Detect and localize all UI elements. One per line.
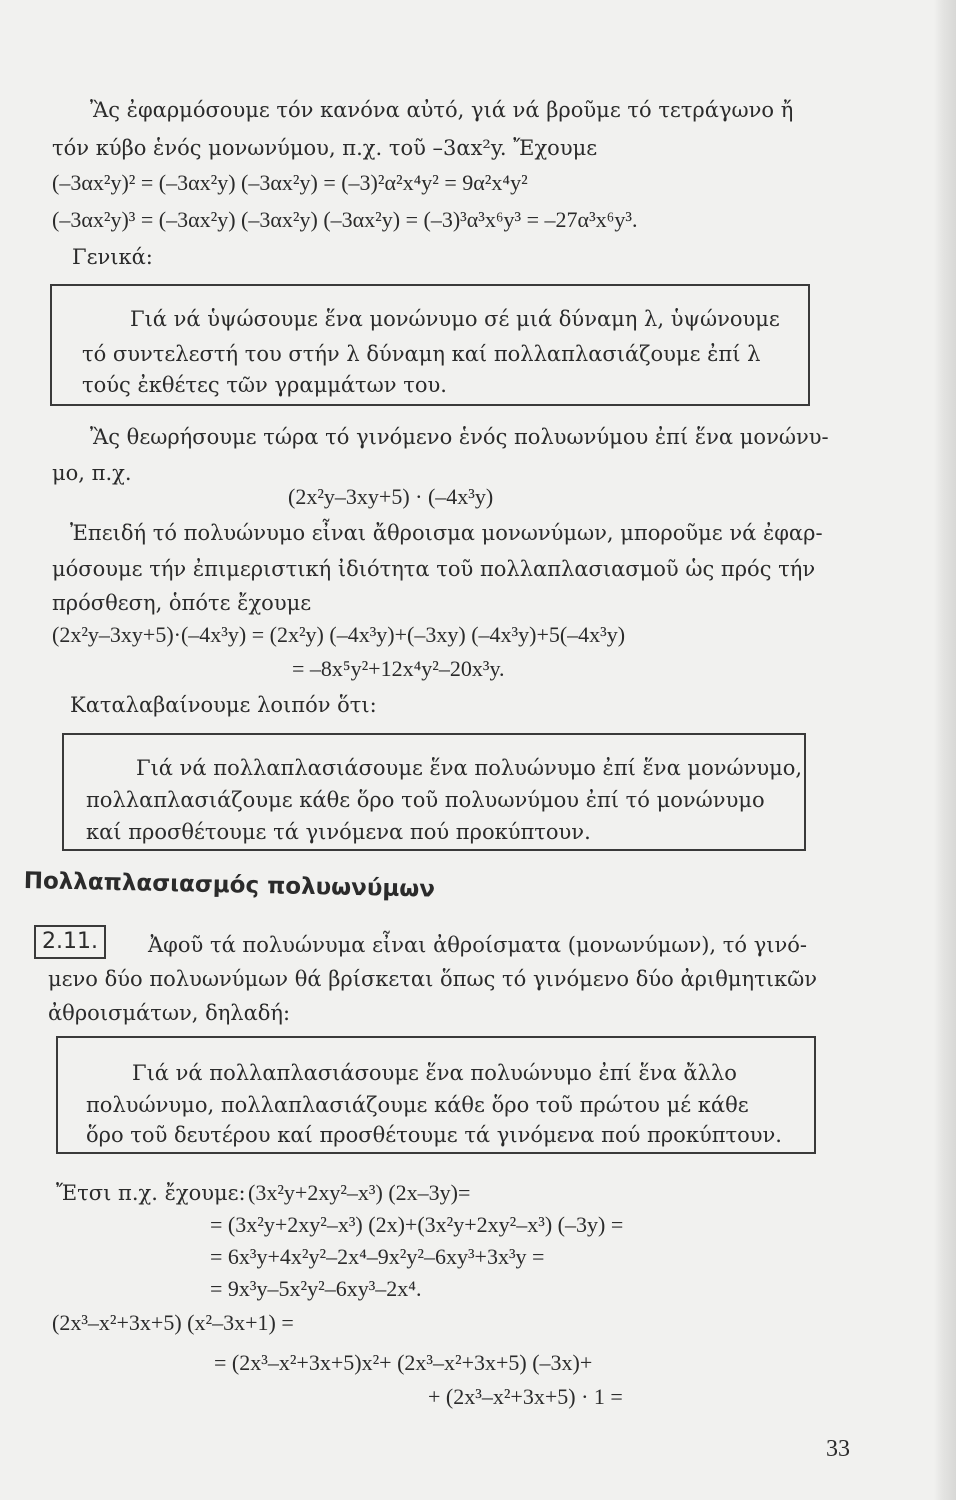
poly-mono-line-2: μο, π.χ.	[52, 461, 132, 485]
poly-mono-line-3: Ἐπειδή τό πολυώνυμο εἶναι ἄθροισμα μονωνύμων, μποροῦμε νά ἐφαρ-	[70, 521, 823, 545]
poly-mono-line-4: μόσουμε τήν ἐπιμεριστική ἰδιότητα τοῦ πολλαπλασιασμοῦ ὡς πρός τήν	[52, 557, 816, 581]
rule2-line-1: Γιά νά πολλαπλασιάσουμε ἕνα πολυώνυμο ἐπί ἕνα μονώνυμο,	[136, 756, 803, 780]
rule3-line-3: ὅρο τοῦ δευτέρου καί προσθέτουμε τά γινόμενα πού προκύπτουν.	[86, 1123, 782, 1147]
poly-mono-line-1: Ἂς θεωρήσουμε τώρα τό γινόμενο ἑνός πολυωνύμου ἐπί ἕνα μονώνυ-	[90, 425, 829, 449]
intro-equation-2: (–3αx²y)³ = (–3αx²y) (–3αx²y) (–3αx²y) = (–3)³α³x⁶y³ = –27α³x⁶y³.	[52, 207, 638, 232]
rule-box-poly-mono	[62, 733, 806, 851]
rule-box-poly-poly	[56, 1036, 816, 1154]
example-equation-3: = 6x³y+4x²y²–2x⁴–9x²y²–6xy³+3x³y =	[210, 1244, 545, 1269]
section-line-3: ἀθροισμάτων, δηλαδή:	[48, 1001, 291, 1025]
poly-mono-equation-2: (2x²y–3xy+5)·(–4x³y) = (2x²y) (–4x³y)+(–3xy) (–4x³y)+5(–4x³y)	[52, 622, 626, 647]
example-equation-5: (2x³–x²+3x+5) (x²–3x+1) =	[52, 1310, 294, 1335]
page-number: 33	[826, 1436, 850, 1462]
example-equation-4: = 9x³y–5x²y²–6xy³–2x⁴.	[210, 1276, 422, 1301]
conclusion-text: Καταλαβαίνουμε λοιπόν ὅτι:	[70, 693, 377, 717]
page-edge	[934, 0, 956, 1500]
rule2-line-2: πολλαπλασιάζουμε κάθε ὅρο τοῦ πολυωνύμου ἐπί τό μονώνυμο	[86, 788, 765, 812]
intro-line-1: Ἂς ἐφαρμόσουμε τόν κανόνα αὐτό, γιά νά βροῦμε τό τετράγωνο ἤ	[90, 98, 794, 122]
poly-mono-line-5: πρόσθεση, ὁπότε ἔχουμε	[52, 591, 312, 615]
section-line-2: μενο δύο πολυωνύμων θά βρίσκεται ὅπως τό γινόμενο δύο ἀριθμητικῶν	[48, 967, 817, 991]
rule1-line-2: τό συντελεστή του στήν λ δύναμη καί πολλαπλασιάζουμε ἐπί λ	[82, 342, 761, 366]
section-line-1: Ἀφοῦ τά πολυώνυμα εἶναι ἀθροίσματα (μονωνύμων), τό γινό-	[148, 933, 807, 957]
rule3-line-1: Γιά νά πολλαπλασιάσουμε ἕνα πολυώνυμο ἐπί ἕνα ἄλλο	[132, 1061, 737, 1085]
rule3-line-2: πολυώνυμο, πολλαπλασιάζουμε κάθε ὅρο τοῦ πρώτου μέ κάθε	[86, 1093, 749, 1117]
example-lead: Ἔτσι π.χ. ἔχουμε:	[56, 1181, 246, 1205]
section-heading: Πολλαπλασιασμός πολυωνύμων	[23, 868, 436, 903]
general-label: Γενικά:	[72, 245, 153, 269]
rule1-line-1: Γιά νά ὑψώσουμε ἕνα μονώνυμο σέ μιά δύναμη λ, ὑψώνουμε	[130, 307, 780, 331]
rule1-line-3: τούς ἐκθέτες τῶν γραμμάτων του.	[82, 373, 447, 397]
example-equation-2: = (3x²y+2xy²–x³) (2x)+(3x²y+2xy²–x³) (–3y) =	[210, 1212, 624, 1237]
intro-line-2: τόν κύβο ἑνός μονωνύμου, π.χ. τοῦ –3αx²y. Ἔχουμε	[52, 136, 598, 160]
rule-box-power	[50, 284, 810, 406]
example-equation-7: + (2x³–x²+3x+5) · 1 =	[428, 1384, 623, 1409]
rule2-line-3: καί προσθέτουμε τά γινόμενα πού προκύπτουν.	[86, 820, 591, 844]
poly-mono-equation: (2x²y–3xy+5) · (–4x³y)	[288, 484, 494, 509]
section-number: 2.11.	[34, 925, 106, 959]
example-equation-6: = (2x³–x²+3x+5)x²+ (2x³–x²+3x+5) (–3x)+	[214, 1350, 593, 1375]
example-equation-1: (3x²y+2xy²–x³) (2x–3y)=	[248, 1180, 471, 1205]
intro-equation-1: (–3αx²y)² = (–3αx²y) (–3αx²y) = (–3)²α²x⁴y² = 9α²x⁴y²	[52, 170, 528, 195]
poly-mono-equation-3: = –8x⁵y²+12x⁴y²–20x³y.	[292, 656, 505, 681]
